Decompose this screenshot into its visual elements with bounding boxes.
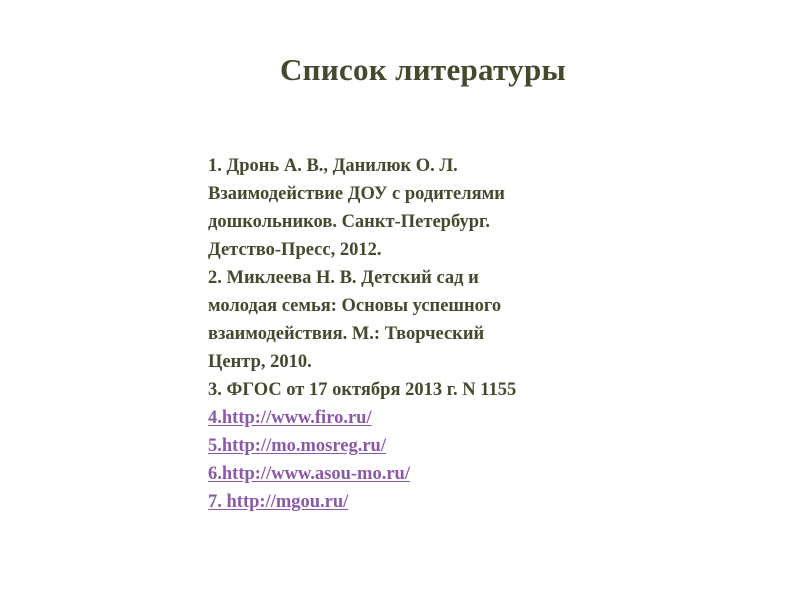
reference-line: молодая семья: Основы успешного xyxy=(208,296,502,316)
reference-line: дошкольников. Санкт-Петербург. xyxy=(208,212,490,232)
reference-line: Детство-Пресс, 2012. xyxy=(208,240,382,260)
page-title: Список литературы xyxy=(279,52,567,87)
reference-list xyxy=(208,152,628,516)
reference-link-asou[interactable]: 6.http://www.asou-mo.ru/ xyxy=(208,464,410,484)
reference-line: взаимодействия. М.: Творческий xyxy=(208,324,485,344)
reference-line: 1. Дронь А. В., Данилюк О. Л. xyxy=(208,156,458,176)
reference-link-mgou[interactable]: 7. http://mgou.ru/ xyxy=(208,492,349,512)
reference-line: Центр, 2010. xyxy=(208,352,312,372)
reference-line: 2. Миклеева Н. В. Детский сад и xyxy=(208,268,479,288)
reference-link-firo[interactable]: 4.http://www.firo.ru/ xyxy=(208,408,372,428)
reference-line: 3. ФГОС от 17 октября 2013 г. N 1155 xyxy=(208,380,517,400)
reference-line: Взаимодействие ДОУ с родителями xyxy=(208,184,505,204)
reference-link-mosreg[interactable]: 5.http://mo.mosreg.ru/ xyxy=(208,436,386,456)
